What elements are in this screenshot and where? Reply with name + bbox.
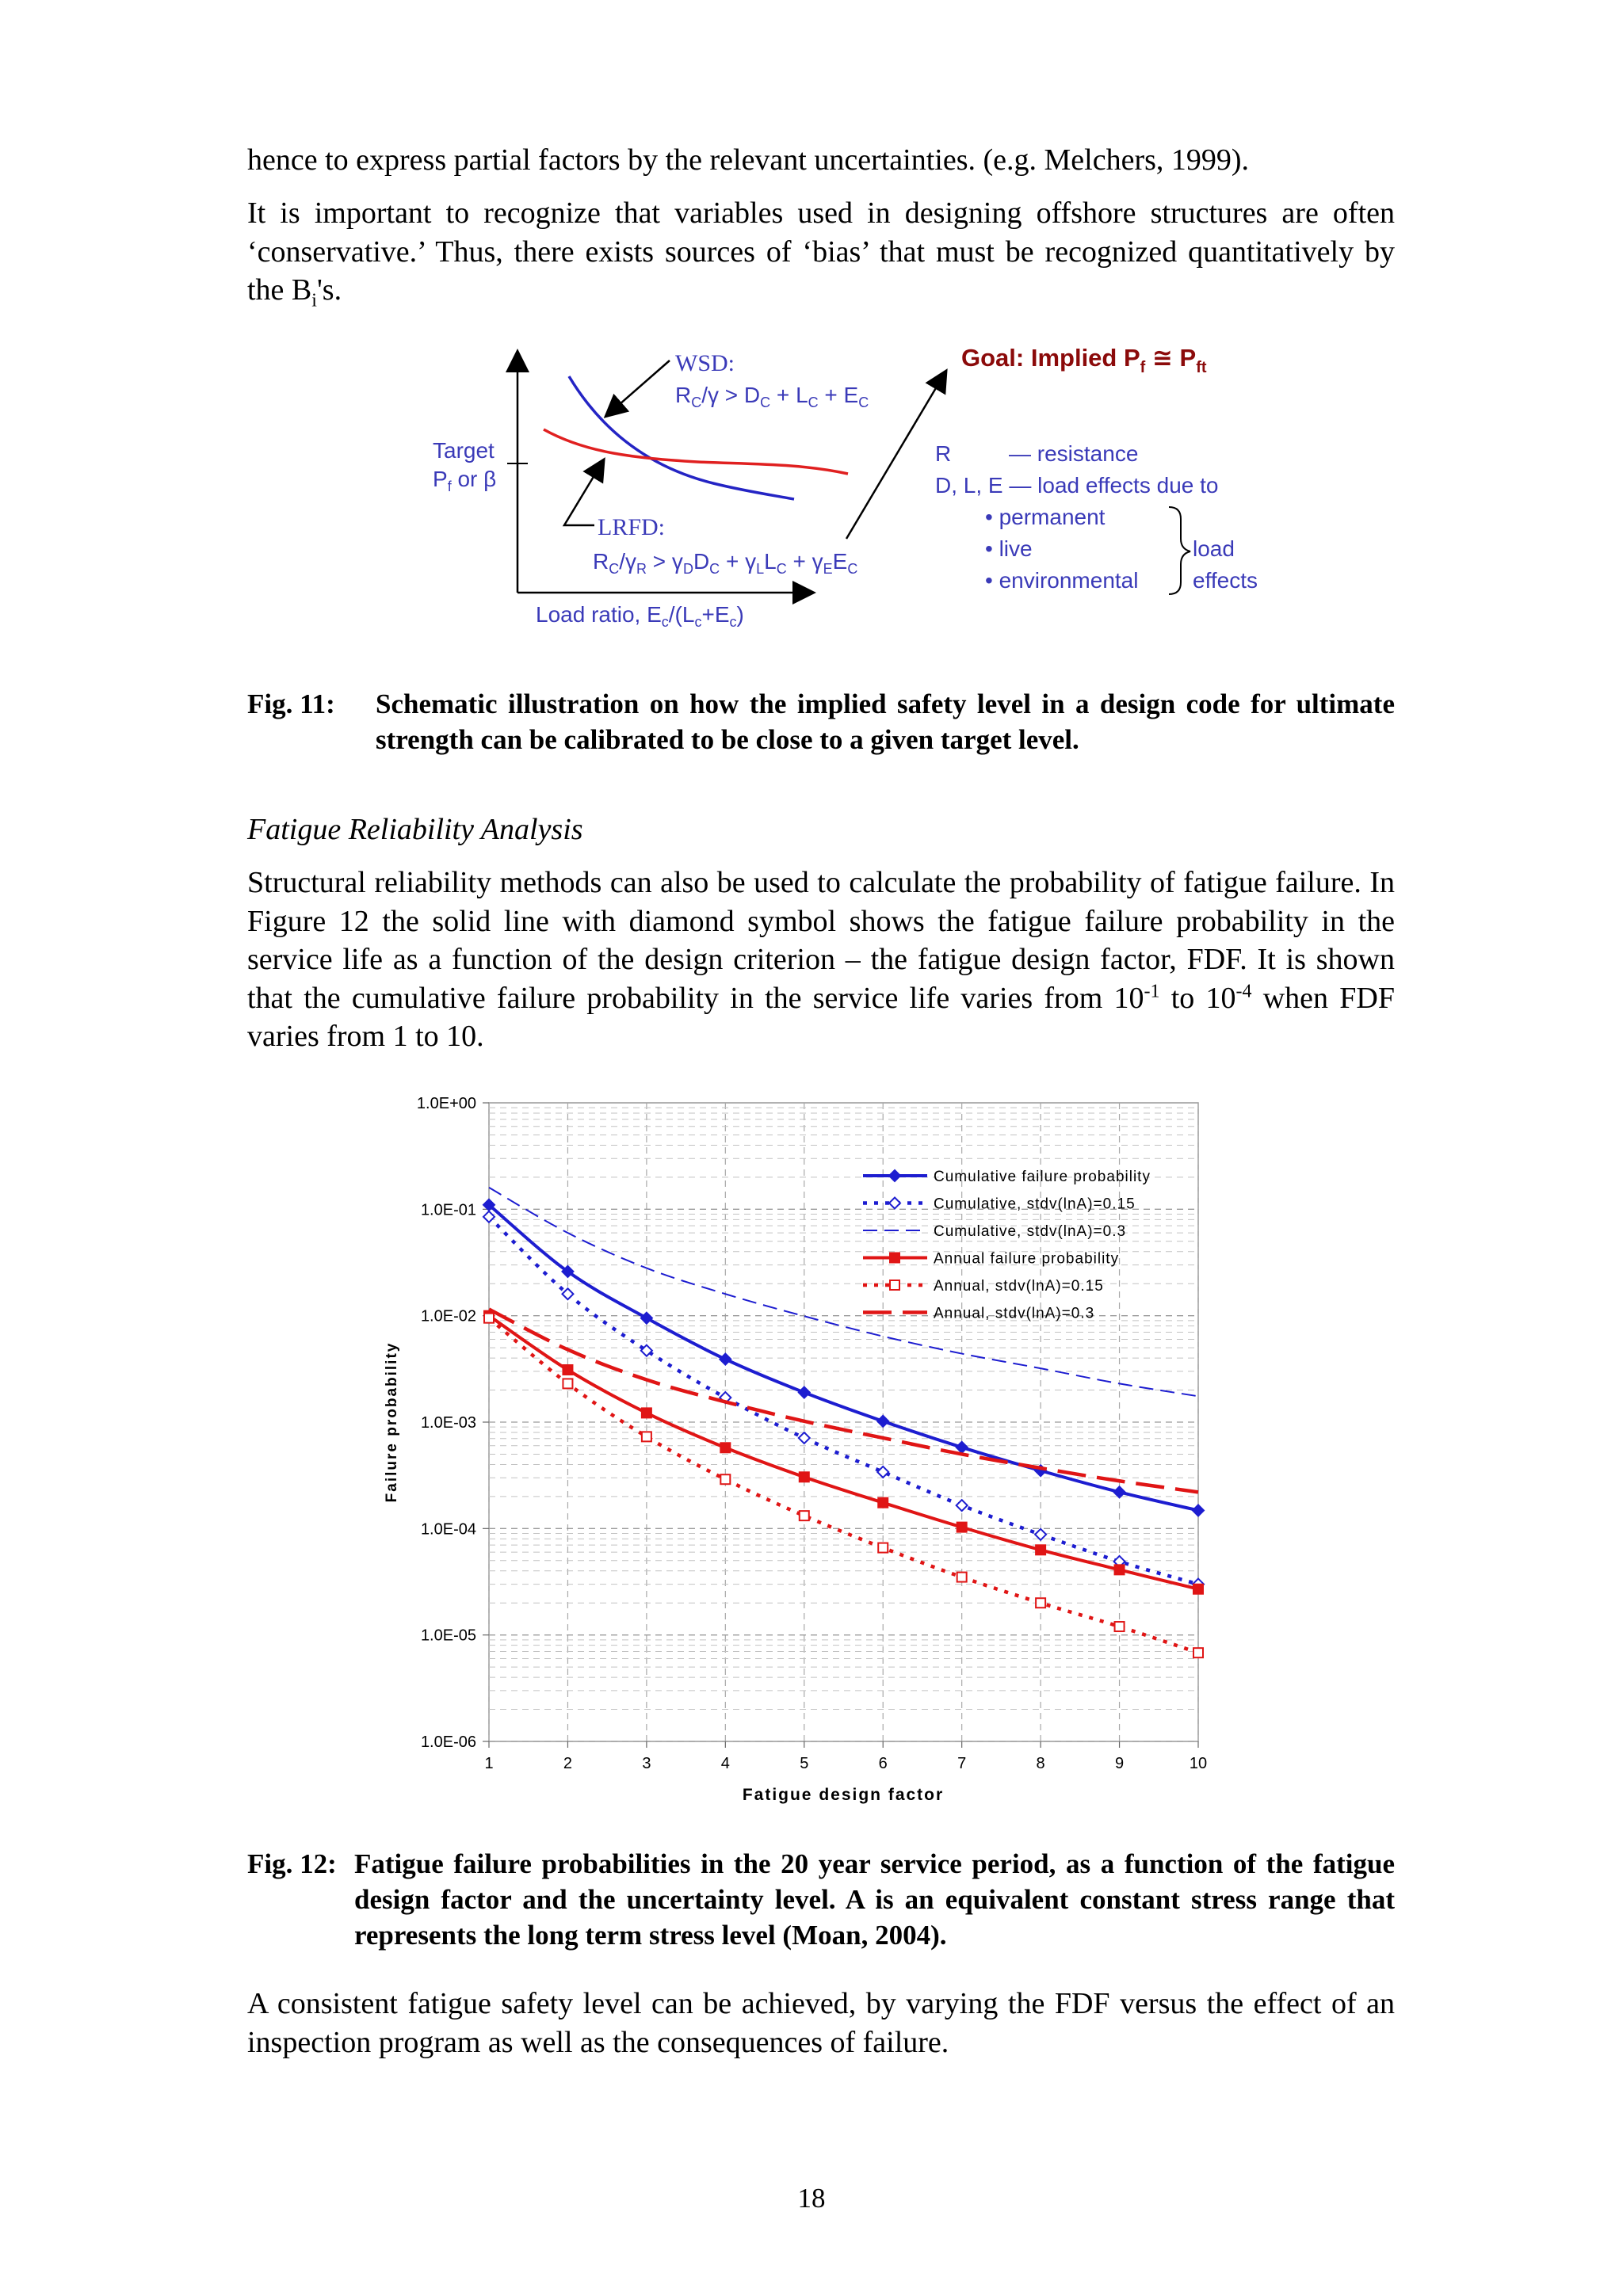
- page-number: 18: [797, 2183, 826, 2214]
- legend-label-1: Cumulative failure probability: [934, 1169, 1151, 1185]
- series-line-4: [489, 1316, 1198, 1589]
- y-tick-label: 1.0E-03: [420, 1414, 476, 1432]
- legend-label-3: Cumulative, stdv(lnA)=0.3: [934, 1223, 1127, 1240]
- series-4-point: [800, 1472, 809, 1482]
- series-line-2: [489, 1217, 1198, 1585]
- series-5-point: [484, 1314, 494, 1323]
- series-5-point: [1193, 1648, 1203, 1657]
- series-4-point: [720, 1443, 730, 1452]
- x-tick-label: 3: [642, 1755, 651, 1772]
- series-4-point: [1115, 1565, 1125, 1574]
- wsd-label: WSD:: [675, 350, 735, 376]
- series-5-point: [563, 1379, 572, 1388]
- y-tick-label: 1.0E-04: [420, 1520, 476, 1539]
- series-5-point: [720, 1474, 730, 1484]
- series-1-point: [877, 1416, 888, 1427]
- wsd-formula: $R_C/\gamma > D_C + L_C + E_C$: [675, 383, 869, 410]
- series-1-point: [1114, 1486, 1125, 1497]
- legend-brace-load: load: [1193, 536, 1235, 561]
- goal-label: Goal: Implied $P_f$ ≅ $P_{ft}$: [961, 344, 1207, 376]
- series-1-point: [1193, 1505, 1204, 1516]
- series-2-point: [483, 1211, 495, 1222]
- x-tick-label: 1: [484, 1755, 494, 1772]
- fig11-xaxis-label: Load ratio, $E_c/(L_c+E_c)$: [536, 602, 744, 630]
- lrfd-curve: [544, 429, 848, 474]
- series-5-point: [1036, 1598, 1045, 1608]
- y-tick-label: 1.0E+00: [416, 1095, 476, 1112]
- series-5-point: [642, 1432, 651, 1441]
- legend-label-6: Annual, stdv(lnA)=0.3: [934, 1305, 1095, 1322]
- target-pf-label: $P_f$ or β: [433, 467, 497, 494]
- legend-label-5: Annual, stdv(lnA)=0.15: [934, 1278, 1104, 1295]
- y-tick-label: 1.0E-02: [420, 1307, 476, 1325]
- target-label: Target: [433, 438, 495, 463]
- legend-item-live: • live: [985, 536, 1033, 561]
- x-tick-label: 7: [957, 1755, 967, 1772]
- x-tick-label: 4: [720, 1755, 730, 1772]
- series-4-point: [957, 1523, 967, 1532]
- series-2-point: [562, 1288, 573, 1299]
- series-2-point: [1035, 1529, 1046, 1540]
- legend-r-desc: — resistance: [1009, 441, 1139, 466]
- series-5-point: [878, 1543, 888, 1553]
- legend-marker-4: [890, 1253, 899, 1263]
- series-2-point: [877, 1466, 888, 1478]
- y-tick-label: 1.0E-05: [420, 1627, 476, 1645]
- fig12-chart: [0, 1077, 1623, 1806]
- fig11-caption-label: Fig. 11:: [247, 688, 335, 719]
- fatigue-paragraph: Structural reliability methods can also be used to calculate the probability of fatigue failure. In Figure 12 the solid line with diamond symbol shows the fatigue failure probability in the service life as a function of the design criterion – the fatigue design factor, FDF. It is shown that the cumulative failure probability in the service life varies from $10^{-1}$ to $10^{-4}$ when FDF varies from 1 to 10.: [247, 866, 1395, 1053]
- wsd-pointer-arrow: [613, 360, 670, 410]
- fig11-caption-text: Schematic illustration on how the implied safety level in a design code for ultimate strength can be calibrated to be close to a given target level.: [376, 688, 1395, 755]
- legend-marker-5: [890, 1280, 899, 1290]
- legend-dle: D, L, E — load effects due to: [935, 473, 1219, 498]
- legend-label-2: Cumulative, stdv(lnA)=0.15: [934, 1196, 1136, 1213]
- fig11-schematic: [0, 333, 1623, 650]
- chart-x-axis-label: Fatigue design factor: [742, 1786, 945, 1804]
- x-tick-label: 5: [800, 1755, 809, 1772]
- series-5-point: [1115, 1622, 1125, 1631]
- x-tick-label: 6: [878, 1755, 888, 1772]
- intro-paragraph: hence to express partial factors by the relevant uncertainties. (e.g. Melchers, 1999).: [247, 143, 1250, 177]
- chart-y-axis-label: Failure probability: [384, 1341, 400, 1503]
- legend-item-permanent: • permanent: [985, 505, 1106, 529]
- bias-paragraph: It is important to recognize that variables used in designing offshore structures are often ‘conservative.’ Thus, there exists sources of ‘bias’ that must be recognized quantitatively by the $B_i's$.: [247, 196, 1395, 311]
- legend-item-environmental: • environmental: [985, 568, 1139, 593]
- x-tick-label: 2: [563, 1755, 573, 1772]
- fig11-caption: [247, 686, 1395, 757]
- legend-label-4: Annual failure probability: [934, 1250, 1120, 1268]
- y-tick-label: 1.0E-06: [420, 1733, 476, 1751]
- chart-legend: [863, 1169, 1151, 1322]
- legend-marker-2: [889, 1198, 900, 1209]
- series-2-point: [799, 1432, 810, 1444]
- x-tick-label: 10: [1189, 1755, 1208, 1772]
- fig12-caption: [247, 1846, 1395, 1953]
- series-4-point: [1036, 1545, 1045, 1554]
- y-tick-label: 1.0E-01: [420, 1201, 476, 1219]
- section-heading: Fatigue Reliability Analysis: [247, 813, 583, 846]
- legend-r: R: [935, 441, 952, 466]
- legend-marker-1: [889, 1170, 900, 1181]
- lrfd-label: LRFD:: [598, 514, 666, 540]
- series-1-point: [957, 1442, 968, 1453]
- series-4-point: [642, 1408, 651, 1417]
- legend-brace-effects: effects: [1193, 568, 1258, 593]
- legend-brace: [1169, 507, 1190, 594]
- series-4-point: [1193, 1585, 1203, 1594]
- fig12-caption-label: Fig. 12:: [247, 1848, 337, 1879]
- x-tick-label: 8: [1036, 1755, 1045, 1772]
- series-2-point: [957, 1500, 968, 1511]
- fig12-caption-text: Fatigue failure probabilities in the 20 year service period, as a function of the fatigue design factor and the uncertainty level. A is an equivalent constant stress range that represents the long term stress level (Moan, 2004).: [354, 1848, 1395, 1951]
- series-4-point: [878, 1498, 888, 1508]
- series-5-point: [800, 1511, 809, 1520]
- closing-paragraph: A consistent fatigue safety level can be achieved, by varying the FDF versus the effect of an inspection program as well as the consequences of failure.: [247, 1987, 1395, 2059]
- series-1-point: [720, 1354, 731, 1365]
- series-1-point: [799, 1387, 810, 1398]
- lrfd-pointer-arrow: [564, 467, 599, 525]
- x-tick-label: 9: [1114, 1755, 1125, 1772]
- series-5-point: [957, 1573, 967, 1582]
- series-4-point: [563, 1365, 572, 1375]
- lrfd-formula: $R_C/\gamma_R > \gamma_DD_C + \gamma_LL_C + \gamma_EE_C$: [593, 549, 858, 577]
